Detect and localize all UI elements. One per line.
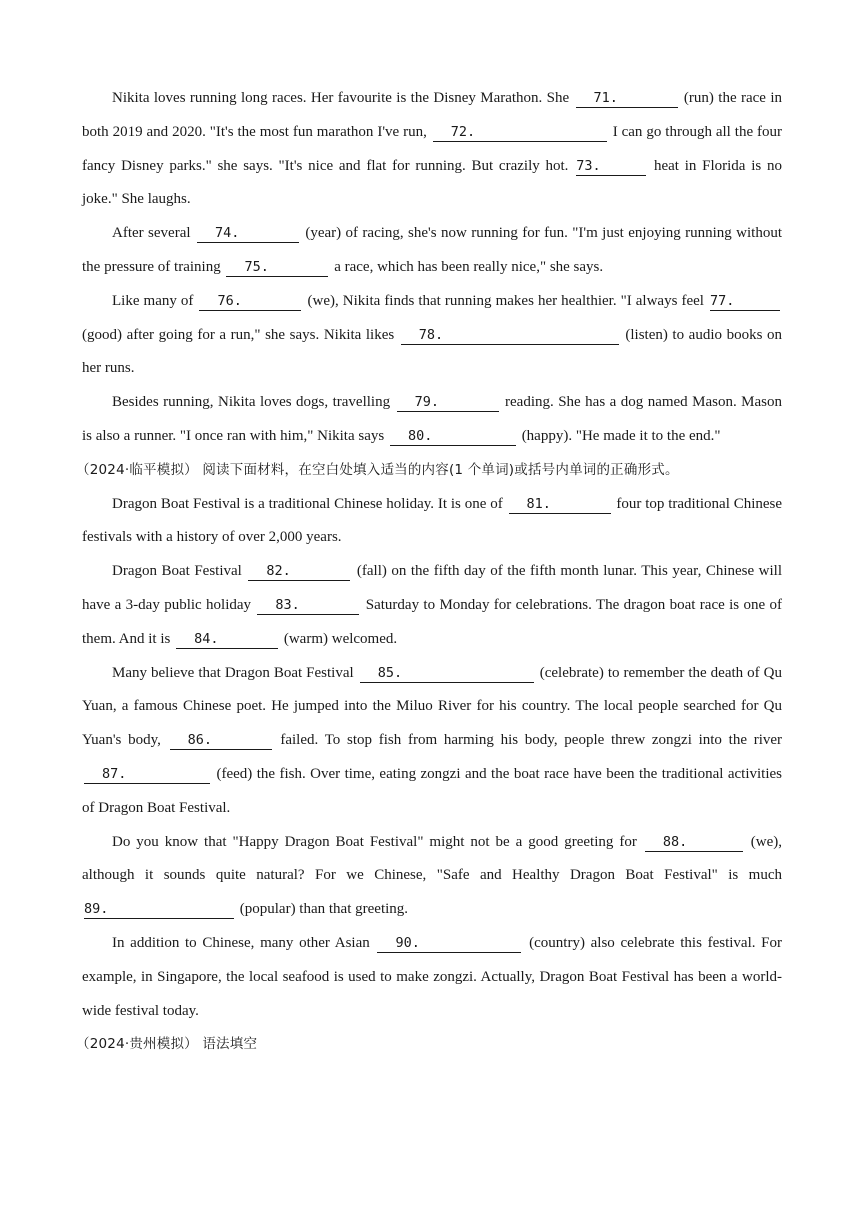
blank-84[interactable]: 84. [176,630,278,649]
blank-72[interactable]: 72. [433,123,607,142]
paragraph-dragon-2: Dragon Boat Festival 82. (fall) on the fifth day of the fifth month lunar. This year, Chinese will have a 3-day public holiday 83. Saturday to Monday for celebrations. The dragon boat race is one of them. And it is 84. (warm) welcomed. [82,563,783,647]
blank-80[interactable]: 80. [390,427,516,446]
blank-77[interactable]: 77. [710,292,780,311]
blank-89[interactable]: 89. [84,900,234,919]
document-page [76,82,783,1062]
blank-83[interactable]: 83. [257,596,359,615]
blank-78[interactable]: 78. [401,326,619,345]
source-instruction: 阅读下面材料，在空白处填入适当的内容(1 个单词)或括号内单词的正确形式。 [202,461,679,478]
paragraph-dragon-1: Dragon Boat Festival is a traditional Chinese holiday. It is one of 81. four top traditional Chinese festivals with a history of over 2,000 years. [82,495,783,546]
blank-73[interactable]: 73. [576,157,646,176]
blank-74[interactable]: 74. [197,224,299,243]
blank-88[interactable]: 88. [645,833,743,852]
paragraph-nikita-2: After several 74. (year) of racing, she's now running for fun. "I'm just enjoying running without the pressure of training 75. a race, which has been really nice," she says. [82,225,783,275]
paragraph-dragon-4: Do you know that "Happy Dragon Boat Festival" might not be a good greeting for 88. (we), although it sounds quite natural? For we Chinese, "Safe and Healthy Dragon Boat Festival" is much 89. (popular) than that greeting. [82,833,783,918]
source-instruction: 语法填空 [202,1036,258,1053]
paragraph-dragon-5: In addition to Chinese, many other Asian 90. (country) also celebrate this festival. For example, in Singapore, the local seafood is used to make zongzi. Actually, Dragon Boat Festival has been a world-wide festival today. [82,934,783,1019]
blank-82[interactable]: 82. [248,562,350,581]
blank-86[interactable]: 86. [170,731,272,750]
blank-90[interactable]: 90. [377,934,521,953]
blank-79[interactable]: 79. [397,393,499,412]
paragraph-nikita-4: Besides running, Nikita loves dogs, travelling 79. reading. She has a dog named Mason. Mason is also a runner. "I once ran with him," Nikita says 80. (happy). "He made it to the end." [82,394,783,444]
paragraph-nikita-1: Nikita loves running long races. Her favourite is the Disney Marathon. She 71. (run) the race in both 2019 and 2020. "It's the most fun marathon I've run, 72. I can go through all the four fancy Disney parks." she says. "It's nice and flat for running. But crazily hot. 73. heat in Florida is no joke." She laughs. [82,90,783,208]
blank-75[interactable]: 75. [226,258,328,277]
source-label: （2024·贵州模拟） [76,1036,198,1053]
paragraph-dragon-3: Many believe that Dragon Boat Festival 85. (celebrate) to remember the death of Qu Yuan, a famous Chinese poet. He jumped into the Miluo River for his country. The local people searched for Qu Yuan's body, 86. failed. To stop fish from harming his body, people threw zongzi into the river 87. (feed) the fish. Over time, eating zongzi and the boat race have been the traditional activities of Dragon Boat Festival. [82,664,783,816]
blank-81[interactable]: 81. [509,495,611,514]
blank-76[interactable]: 76. [199,292,301,311]
blank-71[interactable]: 71. [576,89,678,108]
blank-87[interactable]: 87. [84,765,210,784]
paragraph-nikita-3: Like many of 76. (we), Nikita finds that running makes her healthier. "I always feel 77. (good) after going for a run," she says. Nikita likes 78. (listen) to audio books on her runs. [82,292,782,377]
source-line-linping [76,454,782,488]
source-label: （2024·临平模拟） [76,461,198,478]
source-line-guizhou [76,1028,782,1062]
blank-85[interactable]: 85. [360,664,534,683]
